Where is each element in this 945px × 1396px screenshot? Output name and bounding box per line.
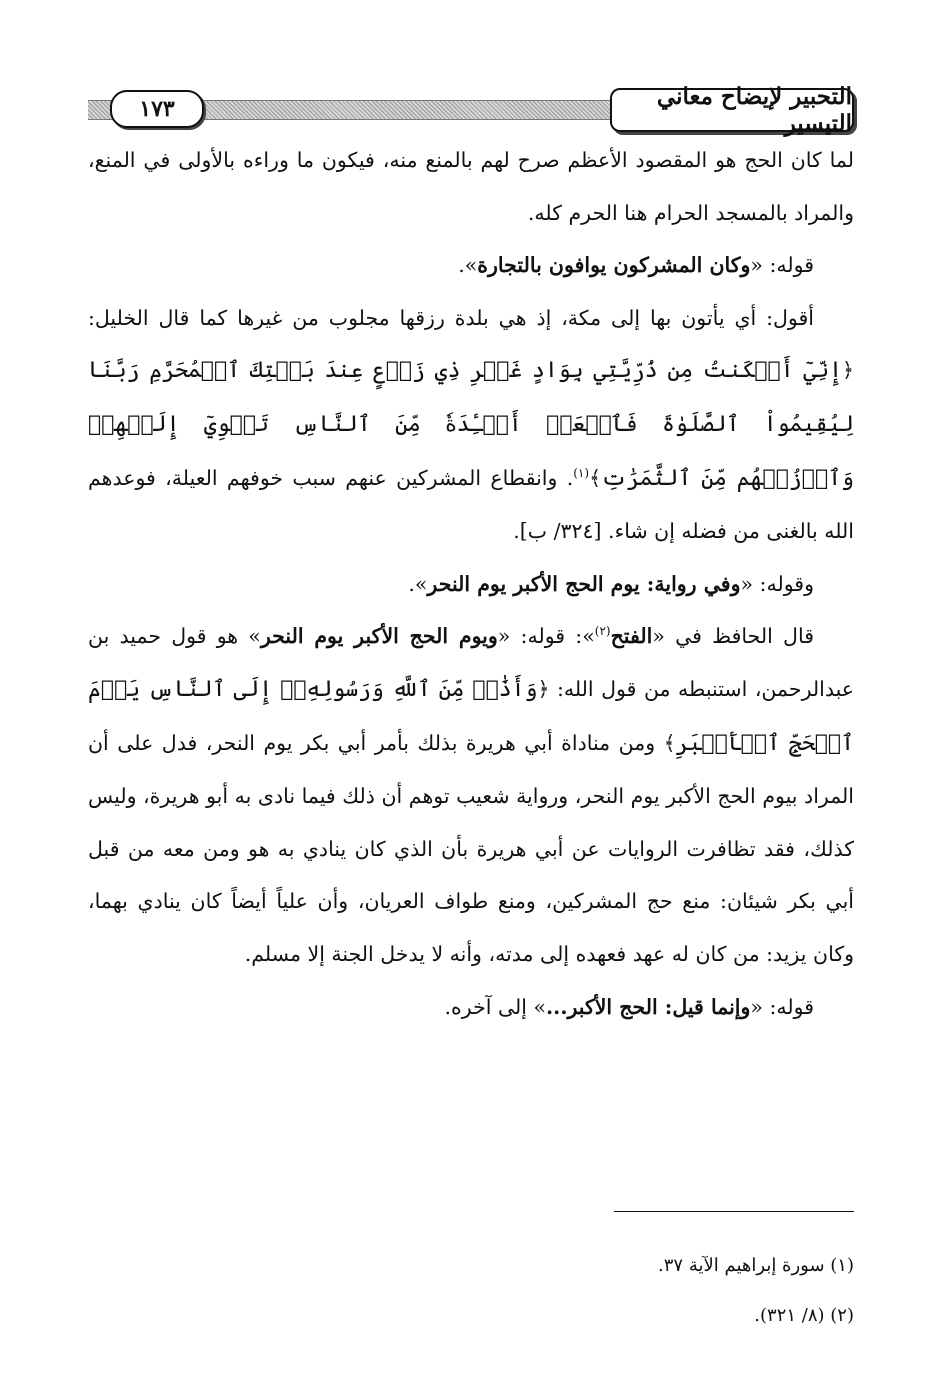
running-header <box>88 83 854 137</box>
text-run: » هو قول حميد بن عبدالرحمن، استنبطه من قول الله: ﴿ <box>88 624 854 701</box>
footnote-ref-1: (١) <box>573 465 590 480</box>
text-run: ومن مناداة أبي هريرة بذلك بأمر أبي بكر يوم النحر، فدل على أن المراد بيوم الحج الأكبر يوم النحر، ورواية شعيب توهم أن ذلك فيما نادى به أبو هريرة، وليس كذلك، فقد تظافرت الروايات عن أبي هريرة بأن الذي كان ينادي به هو ومن معه من قبل أبي بكر شيئان: منع حج المشركين، ومنع طواف العريان، وأن علياً أيضاً كان ينادي بهما، وكان يزيد: من كان له عهد فعهده إلى مدته، وأنه لا يدخل الجنة إلا مسلم. <box>88 730 854 966</box>
quoted-phrase: وفي رواية: يوم الحج الأكبر يوم النحر <box>427 571 741 596</box>
quran-verse: إِنِّيٓ أَسۡكَنتُ مِن ذُرِّيَّتِي بِوَادٍ غَيۡرِ ذِي زَرۡعٍ عِندَ بَيۡتِكَ ٱلۡمُحَرَّمِ رَبَّنَا لِيُقِيمُواْ ٱلصَّلَوٰةَ فَٱجۡعَلۡ أَفۡـِٔدَةٗ مِّنَ ٱلنَّاسِ تَهۡوِيٓ إِلَيۡهِمۡ وَٱرۡزُقۡهُم مِّنَ ٱلثَّمَرَٰتِ <box>88 358 854 491</box>
source-title: الفتح <box>610 624 653 649</box>
paragraph-1: لما كان الحج هو المقصود الأعظم صرح لهم بالمنع منه، فيكون ما وراءه بالأولى في المنع، والمراد بالمسجد الحرام هنا الحرم كله. <box>88 148 854 225</box>
text-run: ﴾ <box>663 730 676 755</box>
quran-verse: وَأَذَٰنٞ مِّنَ ٱللَّهِ وَرَسُولِهِۦٓ إِلَى ٱلنَّاسِ يَوۡمَ ٱلۡحَجِّ ٱلۡأَكۡبَرِ <box>88 676 854 756</box>
text-run: » إلى آخره. <box>444 994 547 1019</box>
footnote-ref-2: (٢) <box>594 624 611 639</box>
text-run: ». <box>408 571 428 596</box>
text-run: »: قوله: « <box>497 624 595 649</box>
paragraph-6 <box>88 981 854 1034</box>
text-run: . وانقطاع المشركين عنهم سبب خوفهم العيلة، فوعدهم الله بالغنى من فضله إن شاء. [٣٢٤/ ب]. <box>88 465 854 544</box>
text-run: ﴾ <box>589 465 602 490</box>
book-title: التحبير لإيضاح معاني التيسير <box>610 88 854 132</box>
paragraph-3 <box>88 292 854 558</box>
paragraph-4 <box>88 558 854 611</box>
text-run: قوله: « <box>750 253 814 278</box>
footnote-2: (٢) (٨/ ٣٢١). <box>754 1305 854 1326</box>
page-number: ١٧٣ <box>110 90 204 128</box>
text-run: ». <box>458 253 478 278</box>
quoted-phrase: وإنما قيل: الحج الأكبر... <box>546 994 751 1019</box>
footnote-separator <box>614 1211 854 1212</box>
quoted-phrase: ويوم الحج الأكبر يوم النحر <box>260 624 498 649</box>
paragraph-5 <box>88 610 854 980</box>
text-run: قال الحافظ في « <box>652 624 814 649</box>
footnote-1: (١) سورة إبراهيم الآية ٣٧. <box>658 1255 854 1276</box>
main-text <box>88 134 854 1033</box>
footnotes <box>88 1241 854 1341</box>
paragraph-2 <box>88 239 854 292</box>
quoted-phrase: وكان المشركون يوافون بالتجارة <box>477 253 751 278</box>
text-run: أقول: أي يأتون بها إلى مكة، إذ هي بلدة رزقها مجلوب من غيرها كما قال الخليل: ﴿ <box>88 305 854 383</box>
text-run: قوله: « <box>750 994 814 1019</box>
text-run: وقوله: « <box>740 571 814 596</box>
